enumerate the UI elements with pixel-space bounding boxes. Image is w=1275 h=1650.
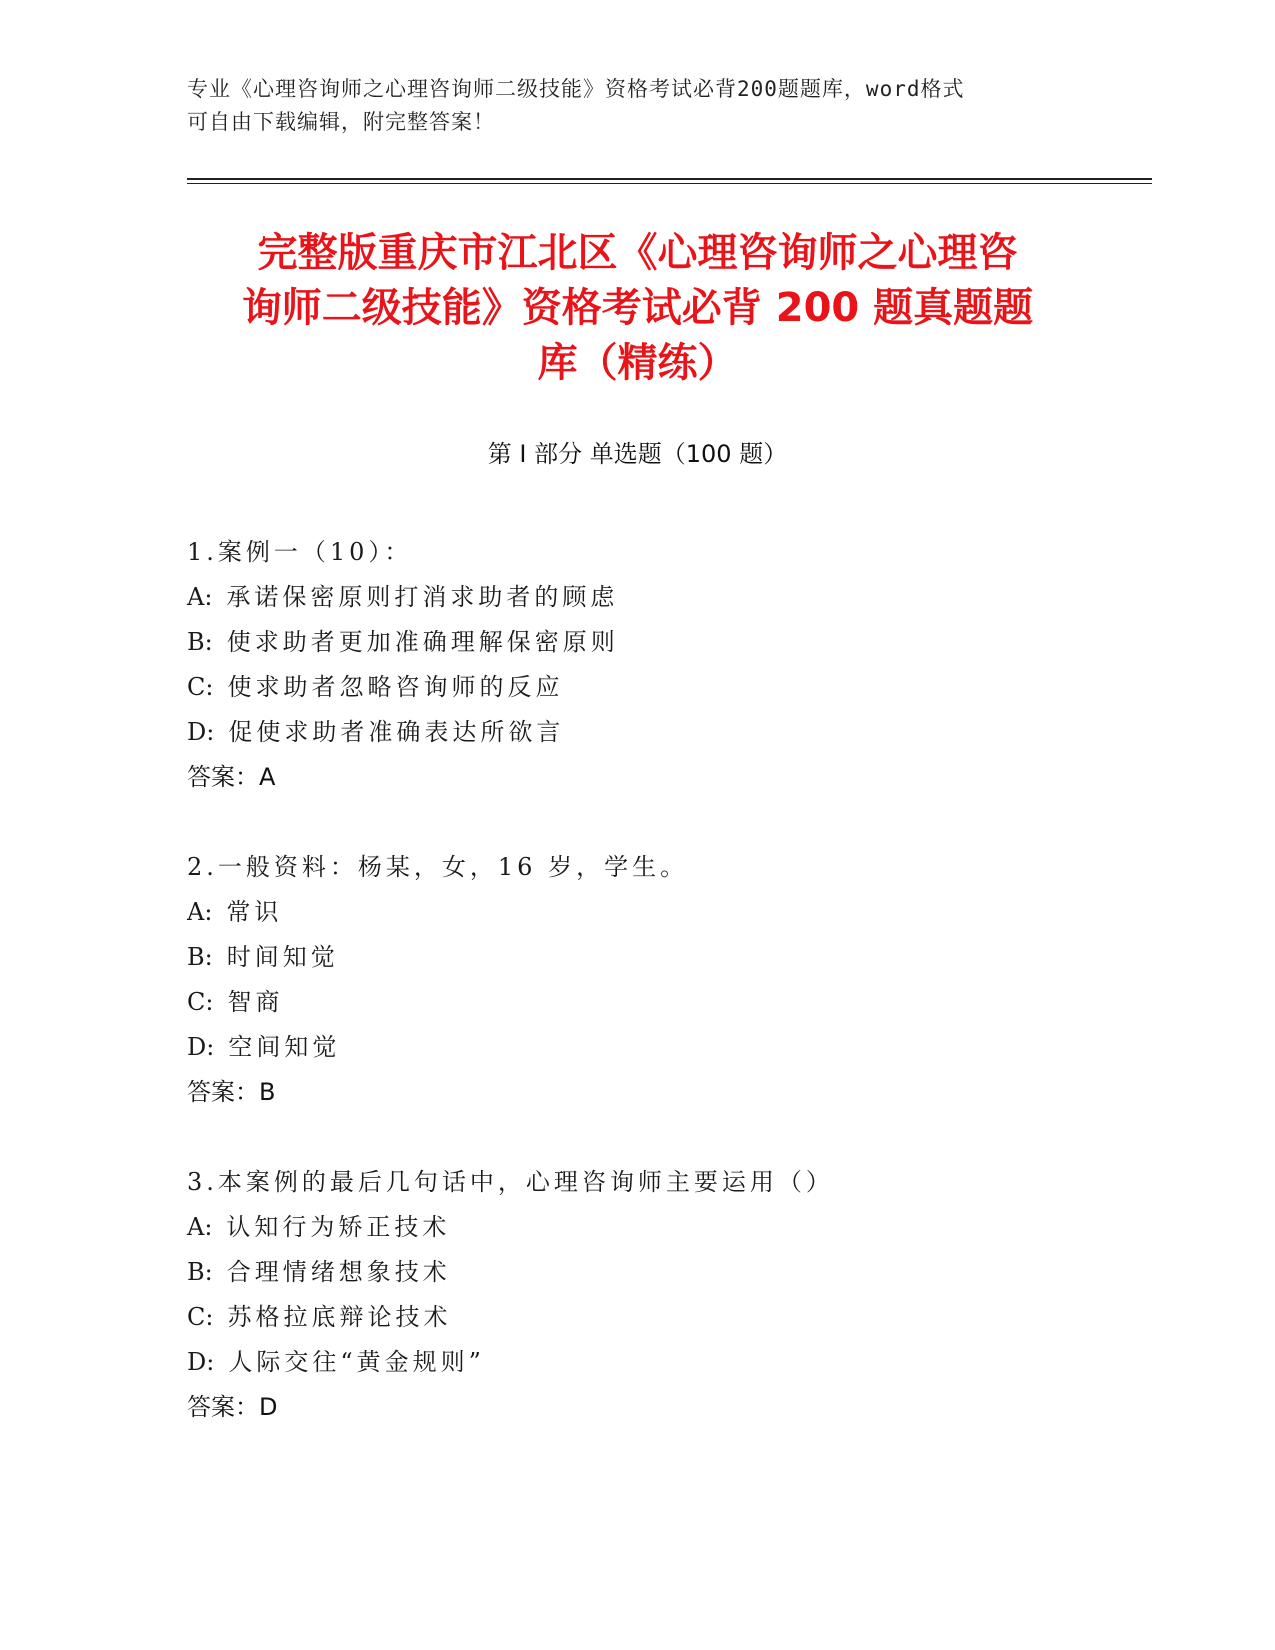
option-text: 认知行为矫正技术	[226, 1213, 451, 1241]
option-a	[187, 890, 1147, 935]
document-title-line-1: 完整版重庆市江北区《心理咨询师之心理咨	[257, 230, 1018, 276]
option-text: 智商	[227, 988, 284, 1016]
option-letter: A:	[187, 583, 213, 611]
document-title-line-2: 询师二级技能》资格考试必背 200 题真题题	[241, 285, 1034, 331]
header-note	[187, 73, 1067, 139]
option-text: 常识	[226, 898, 283, 926]
option-c	[187, 980, 1147, 1025]
option-d	[187, 710, 1147, 755]
option-b	[187, 935, 1147, 980]
header-rule-thick	[187, 178, 1152, 180]
section-title: 第 I 部分 单选题（100 题）	[487, 440, 788, 468]
option-text: 使求助者更加准确理解保密原则	[226, 628, 619, 656]
option-text: 人际交往“黄金规则”	[228, 1348, 485, 1376]
option-a	[187, 1205, 1147, 1250]
option-b	[187, 1250, 1147, 1295]
option-d	[187, 1340, 1147, 1385]
option-text: 促使求助者准确表达所欲言	[228, 718, 565, 746]
option-text: 空间知觉	[228, 1033, 341, 1061]
question-1	[187, 530, 1147, 800]
answer-line: 答案：D	[187, 1393, 278, 1421]
option-text: 苏格拉底辩论技术	[227, 1303, 452, 1331]
document-title-line-3: 库（精练）	[537, 340, 738, 386]
header-note-line-1: 专业《心理咨询师之心理咨询师二级技能》资格考试必背200题题库，word格式	[187, 77, 965, 101]
question-list	[187, 530, 1147, 1475]
option-text: 合理情绪想象技术	[226, 1258, 451, 1286]
question-2	[187, 845, 1147, 1115]
option-text: 承诺保密原则打消求助者的顾虑	[226, 583, 619, 611]
option-letter: B:	[187, 943, 213, 971]
option-d	[187, 1025, 1147, 1070]
option-c	[187, 1295, 1147, 1340]
option-letter: D:	[187, 718, 215, 746]
option-letter: C:	[187, 1303, 214, 1331]
header-rule-thin	[187, 183, 1152, 184]
option-letter: B:	[187, 628, 213, 656]
question-stem: 1.案例一（10）：	[187, 538, 413, 566]
header-note-line-2: 可自由下载编辑，附完整答案！	[187, 110, 495, 134]
option-letter: A:	[187, 898, 213, 926]
option-letter: A:	[187, 1213, 213, 1241]
option-letter: C:	[187, 673, 214, 701]
option-b	[187, 620, 1147, 665]
question-stem: 3.本案例的最后几句话中，心理咨询师主要运用（）	[187, 1168, 834, 1196]
option-letter: D:	[187, 1348, 215, 1376]
option-c	[187, 665, 1147, 710]
option-text: 使求助者忽略咨询师的反应	[227, 673, 564, 701]
document-title	[150, 226, 1125, 391]
answer-line: 答案：A	[187, 763, 276, 791]
option-letter: C:	[187, 988, 214, 1016]
answer-line: 答案：B	[187, 1078, 276, 1106]
option-letter: D:	[187, 1033, 215, 1061]
question-stem: 2.一般资料：杨某，女，16 岁，学生。	[187, 853, 689, 881]
option-letter: B:	[187, 1258, 213, 1286]
question-3	[187, 1160, 1147, 1430]
option-text: 时间知觉	[226, 943, 339, 971]
option-a	[187, 575, 1147, 620]
